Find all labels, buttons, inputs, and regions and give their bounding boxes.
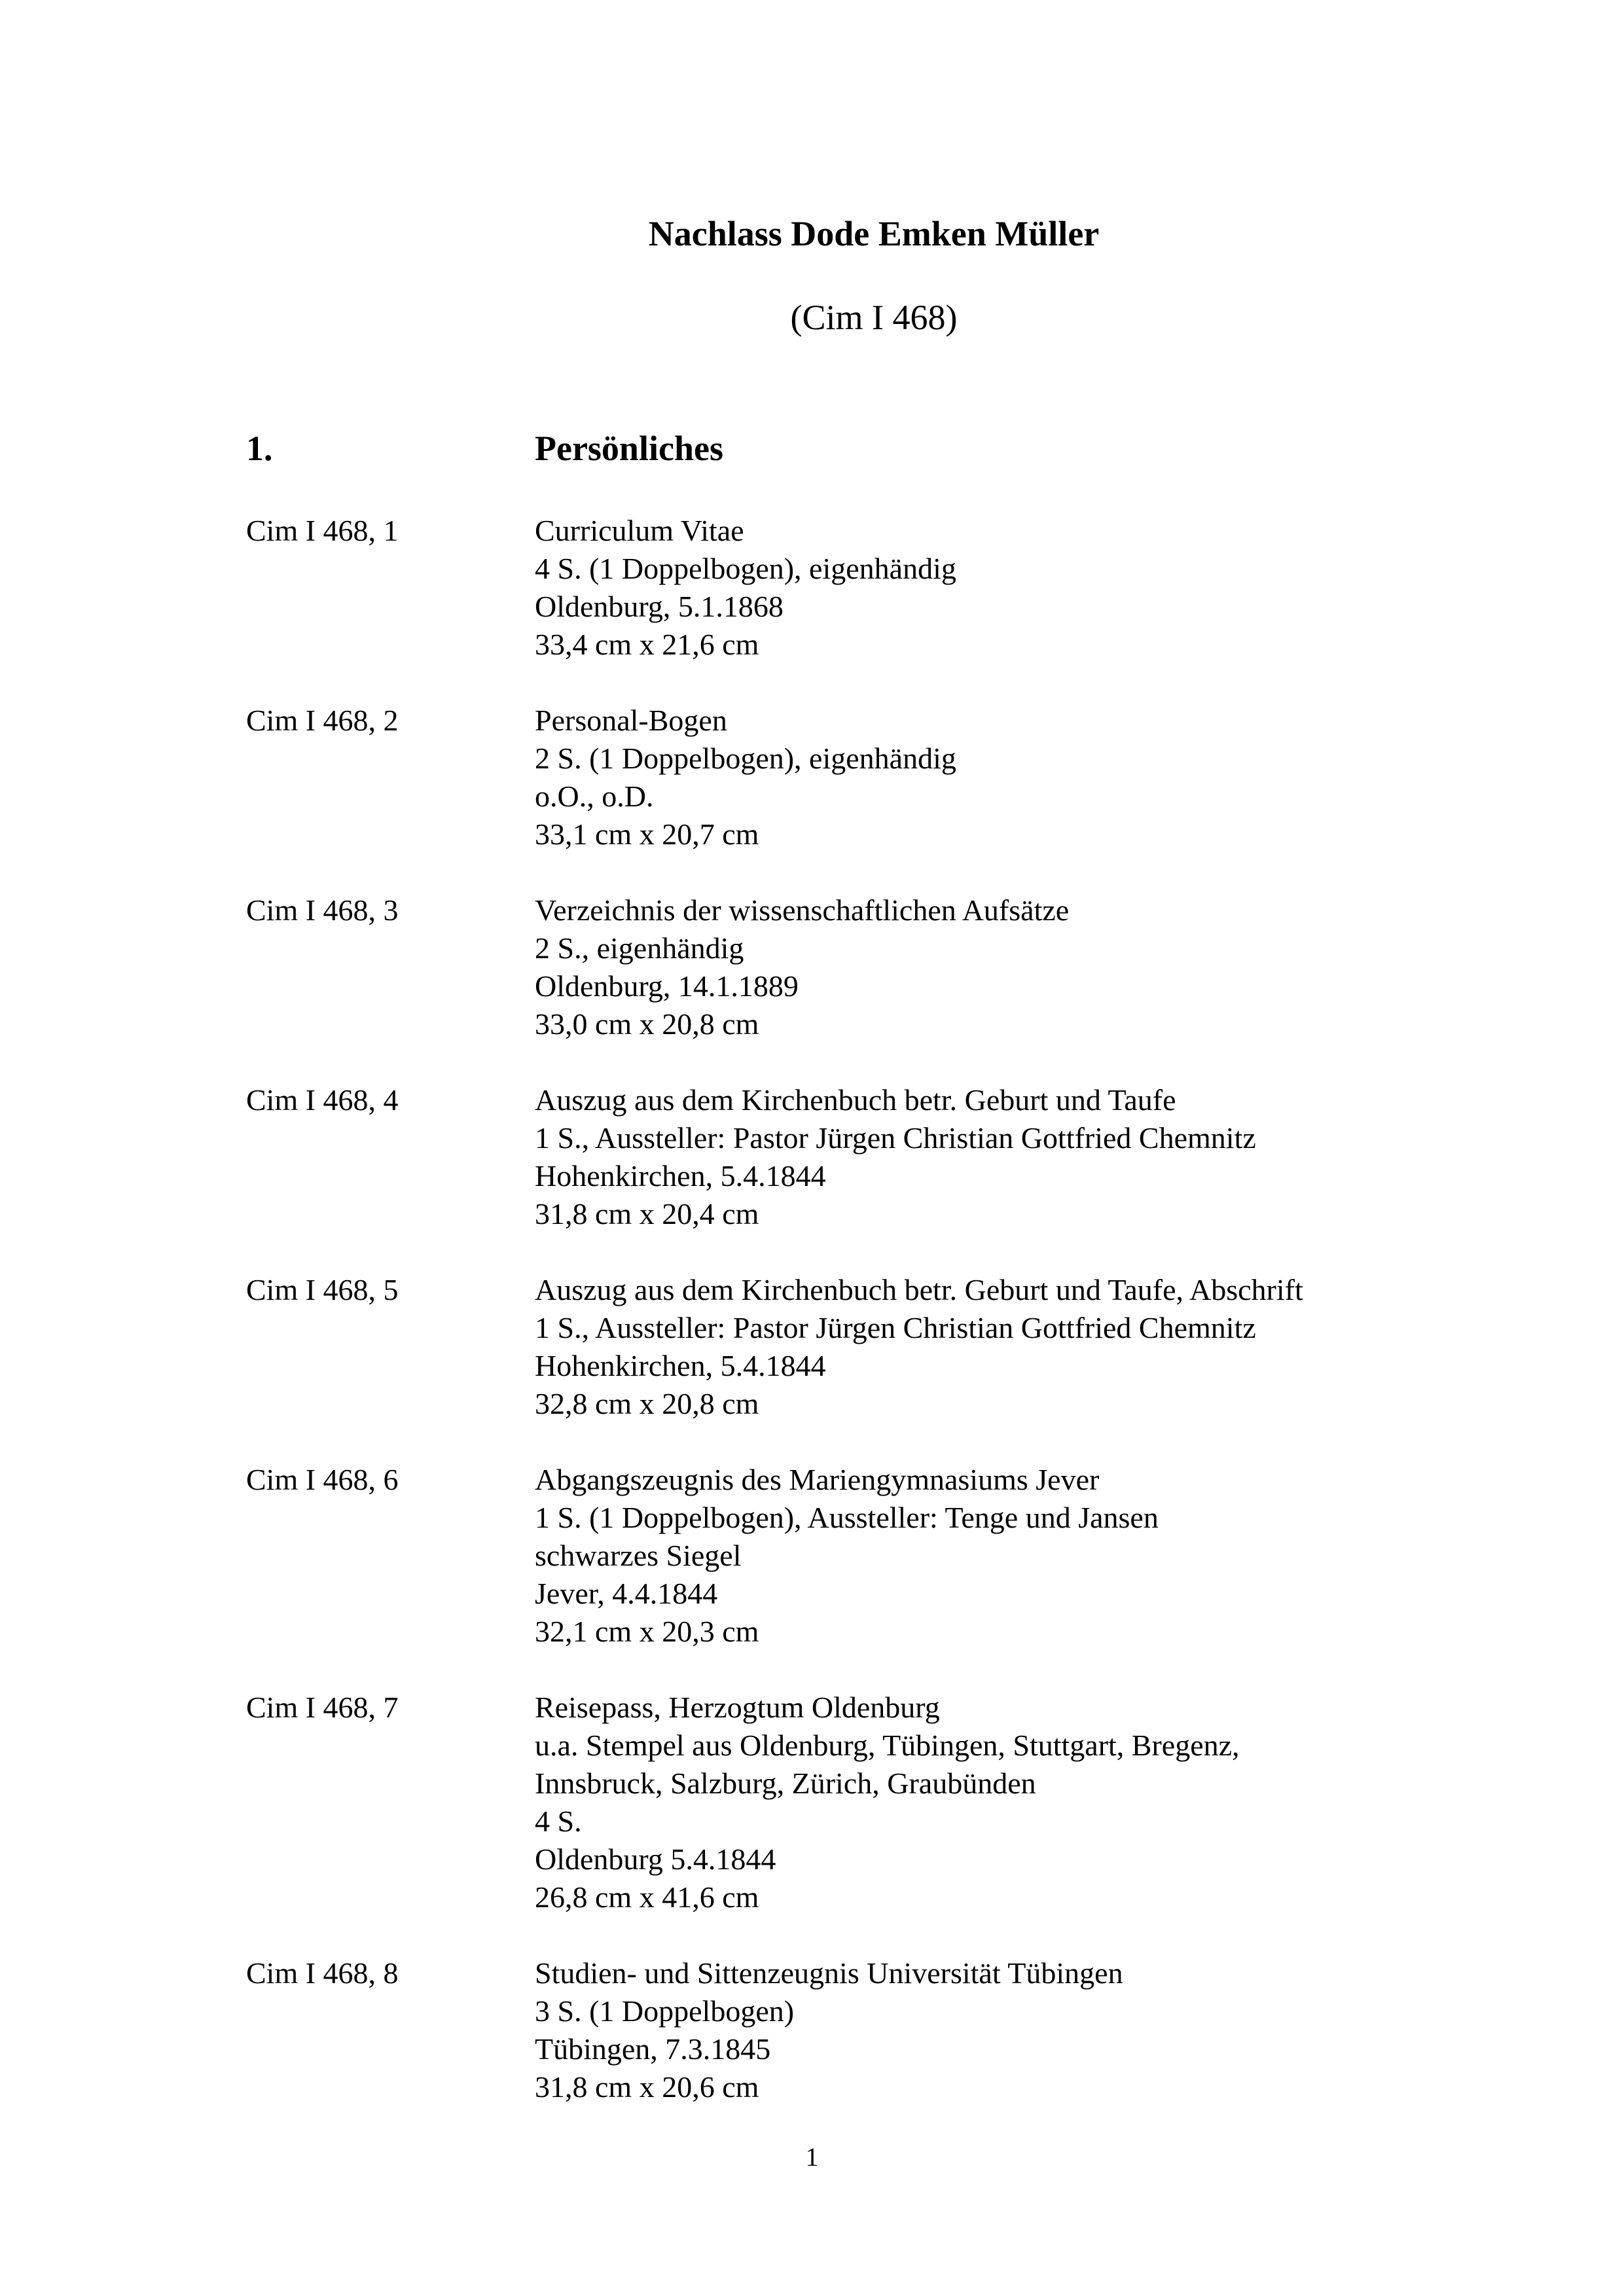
entry-signature: Cim I 468, 3	[246, 893, 399, 927]
entry-line: 33,0 cm x 20,8 cm	[535, 1007, 759, 1041]
entry-description	[535, 512, 1624, 664]
entry-line: Studien- und Sittenzeugnis Universität Tübingen	[535, 1956, 1123, 1990]
entry-line: Oldenburg 5.4.1844	[535, 1842, 776, 1876]
entry-signature: Cim I 468, 6	[246, 1463, 399, 1496]
entry-description	[535, 1954, 1624, 2106]
list-item	[0, 512, 1624, 664]
entry-line: 31,8 cm x 20,4 cm	[535, 1197, 759, 1230]
entry-signature: Cim I 468, 7	[246, 1691, 399, 1724]
entry-signature: Cim I 468, 5	[246, 1273, 399, 1306]
entry-line: Innsbruck, Salzburg, Zürich, Graubünden	[535, 1767, 1036, 1800]
entry-signature: Cim I 468, 1	[246, 514, 399, 547]
entry-line: Oldenburg, 14.1.1889	[535, 969, 799, 1003]
entry-line: 32,8 cm x 20,8 cm	[535, 1387, 759, 1420]
list-item	[0, 1689, 1624, 1916]
document-subtitle: (Cim I 468)	[790, 298, 958, 337]
entry-line: 32,1 cm x 20,3 cm	[535, 1615, 759, 1648]
entry-line: Tübingen, 7.3.1845	[535, 2032, 771, 2066]
entry-line: o.O., o.D.	[535, 780, 654, 813]
entry-line: u.a. Stempel aus Oldenburg, Tübingen, Stuttgart, Bregenz,	[535, 1729, 1240, 1762]
entry-line: Auszug aus dem Kirchenbuch betr. Geburt und Taufe, Abschrift	[535, 1273, 1303, 1306]
entry-line: 1 S., Aussteller: Pastor Jürgen Christian Gottfried Chemnitz	[535, 1311, 1256, 1344]
section-title: Persönliches	[535, 429, 723, 468]
entry-line: 31,8 cm x 20,6 cm	[535, 2070, 759, 2104]
list-item	[0, 702, 1624, 853]
entry-line: Verzeichnis der wissenschaftlichen Aufsätze	[535, 893, 1070, 927]
entry-line: Auszug aus dem Kirchenbuch betr. Geburt und Taufe	[535, 1083, 1176, 1117]
entry-description	[535, 891, 1624, 1043]
entry-description	[535, 1461, 1624, 1651]
entry-description	[535, 1271, 1624, 1423]
list-item	[0, 891, 1624, 1043]
document-title: Nachlass Dode Emken Müller	[648, 214, 1100, 253]
entry-description	[535, 702, 1624, 853]
entry-line: Jever, 4.4.1844	[535, 1577, 718, 1610]
entry-line: schwarzes Siegel	[535, 1539, 742, 1572]
entry-line: Hohenkirchen, 5.4.1844	[535, 1159, 826, 1193]
entry-line: 2 S. (1 Doppelbogen), eigenhändig	[535, 742, 956, 775]
entry-line: 1 S. (1 Doppelbogen), Aussteller: Tenge und Jansen	[535, 1501, 1159, 1534]
entry-line: Abgangszeugnis des Mariengymnasiums Jever	[535, 1463, 1100, 1496]
list-item	[0, 1081, 1624, 1233]
entry-list	[0, 512, 1624, 2144]
entry-line: 2 S., eigenhändig	[535, 931, 744, 965]
entry-line: Reisepass, Herzogtum Oldenburg	[535, 1691, 940, 1724]
entry-line: Curriculum Vitae	[535, 514, 744, 547]
entry-line: Hohenkirchen, 5.4.1844	[535, 1349, 826, 1382]
entry-line: 1 S., Aussteller: Pastor Jürgen Christian Gottfried Chemnitz	[535, 1121, 1256, 1155]
entry-line: 4 S. (1 Doppelbogen), eigenhändig	[535, 552, 956, 585]
page-number: 1	[805, 2142, 819, 2172]
entry-line: Oldenburg, 5.1.1868	[535, 590, 784, 623]
entry-line: 3 S. (1 Doppelbogen)	[535, 1994, 795, 2028]
entry-signature: Cim I 468, 8	[246, 1956, 399, 1990]
entry-line: 26,8 cm x 41,6 cm	[535, 1880, 759, 1914]
entry-description	[535, 1689, 1624, 1916]
entry-line: 33,1 cm x 20,7 cm	[535, 817, 759, 851]
entry-line: Personal-Bogen	[535, 704, 727, 737]
entry-description	[535, 1081, 1624, 1233]
entry-signature: Cim I 468, 2	[246, 704, 399, 737]
entry-line: 33,4 cm x 21,6 cm	[535, 628, 759, 661]
list-item	[0, 1954, 1624, 2106]
section-number: 1.	[246, 429, 273, 468]
list-item	[0, 1271, 1624, 1423]
entry-signature: Cim I 468, 4	[246, 1083, 399, 1117]
list-item	[0, 1461, 1624, 1651]
entry-line: 4 S.	[535, 1804, 582, 1838]
